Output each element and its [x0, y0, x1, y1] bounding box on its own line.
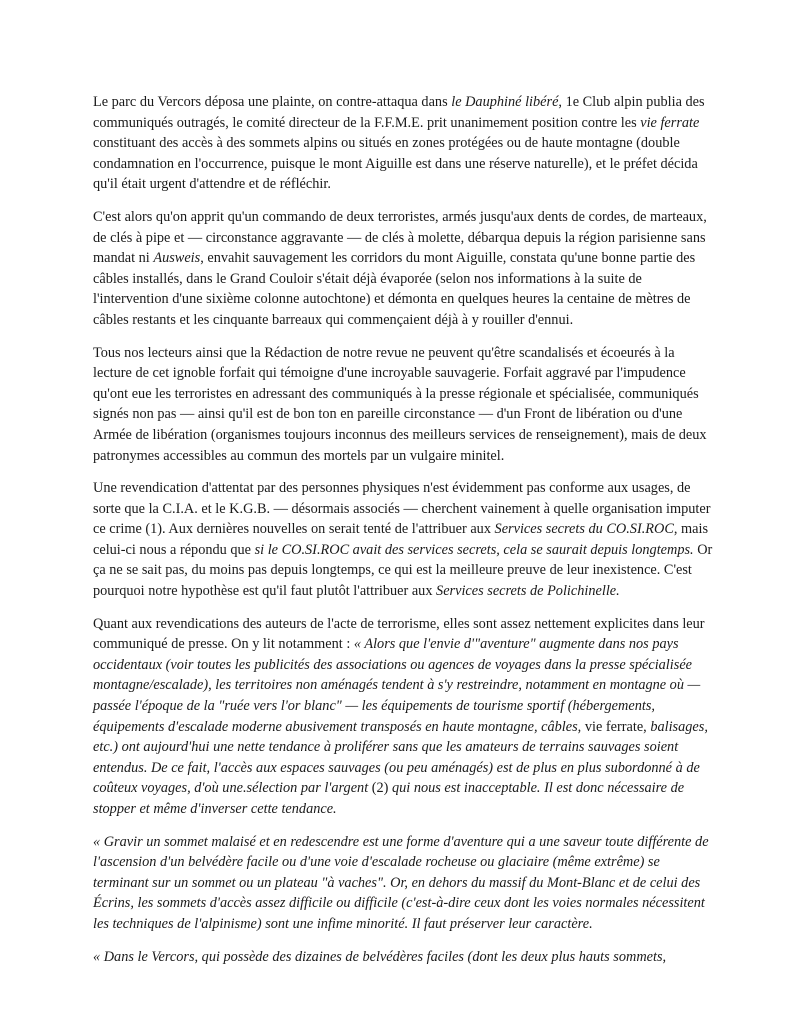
paragraph-2	[93, 207, 713, 331]
paragraph-1	[93, 92, 713, 195]
text-run: , 1e Club alpin publia des communiqués outragés, le comité directeur de la F.F.M.E. prit unanimement position contre les	[93, 94, 705, 131]
text-run: C'est alors qu'on apprit qu'un commando de deux terroristes, armés jusqu'aux dents de cordes, de marteaux, de clés à pipe et — circonstance aggravante — de clés à molette, débarqua depuis la région parisienne sans mandat ni	[93, 208, 707, 267]
text-run-italic: « Gravir un sommet malaisé et en redescendre est une forme d'aventure qui a une saveur toute différente de l'ascension d'un belvédère facile ou d'une voie d'escalade rocheuse ou glaciaire (même extrême) se terminant sur un sommet ou un plateau "à vaches". Or, en dehors du massif du Mont-Blanc et de celui des Écrins, les sommets d'accès assez difficile ou difficile (c'est-à-dire ceux dont les voies normales nécessitent les techniques de l'alpinisme) sont une infime minorité. Il faut préserver leur caractère.	[93, 833, 709, 932]
text-run: , mais celui-ci nous a répondu que	[93, 521, 709, 558]
text-run: Quant aux revendications des auteurs de l'acte de terrorisme, elles sont assez nettement explicites dans leur communiqué de presse. On y lit notamment :	[93, 615, 705, 653]
text-run: Une revendication d'attentat par des personnes physiques n'est évidemment pas conforme aux usages, de sorte que la C.I.A. et le K.G.B. — désormais associés — cherchent vainement à quelle organisation imputer ce crime (1). Aux dernières nouvelles on serait tenté de l'attribuer aux	[93, 480, 711, 538]
text-run: , envahit sauvagement les corridors du mont Aiguille, constata qu'une bonne partie des câbles installés, dans le Grand Couloir s'était déjà évaporée (selon nos informations à la suite de l'intervention d'une sixième colonne autochtone) et démonta en quelques heures la centaine de mètres de câbles restants et les cinquante barreaux qui commençaient déjà à y rouiller d'ennui.	[93, 250, 696, 328]
document-page	[93, 92, 713, 979]
text-run: Le parc du Vercors déposa une plainte, on contre-attaqua dans	[93, 94, 452, 110]
text-run: constituant des accès à des sommets alpins ou situés en zones protégées ou de haute montagne (double condamnation en l'occurrence, puisque le mont Aiguille est dans une réserve naturelle), et le préfet décida qu'il était urgent d'attendre et de réfléchir.	[93, 135, 698, 193]
paragraph-6	[93, 832, 713, 935]
paragraph-3	[93, 343, 713, 467]
text-run-italic: si le CO.SI.ROC avait des services secrets, cela se saurait depuis longtemps.	[254, 541, 694, 558]
text-run: (2)	[368, 780, 392, 797]
paragraph-5	[93, 614, 713, 820]
text-run-italic: « Alors que l'envie d'"aventure" augmente dans nos pays occidentaux (voir toutes les publicités des associations ou agences de voyages dans la presse spécialisée montagne/escalade), les territoires non aménagés tendent à s'y restreindre, notamment en montagne où — passée l'époque de la "ruée vers l'or blanc" — les équipements de tourisme sportif (hébergements, équipements d'escalade moderne abusivement transposés en haute montagne, câbles,	[93, 636, 701, 735]
text-run-italic: Ausweis	[153, 250, 201, 267]
text-run: vie ferrate,	[584, 718, 651, 735]
text-run-italic: « Dans le Vercors, qui possède des dizaines de belvédères faciles (dont les deux plus hauts sommets,	[93, 948, 667, 965]
text-run: Tous nos lecteurs ainsi que la Rédaction de notre revue ne peuvent qu'être scandalisés et écoeurés à la lecture de cet ignoble forfait qui témoigne d'une incroyable sauvagerie. Forfait aggravé par l'impudence qu'ont eue les terroristes en adressant des communiqués à la presse régionale et spécialisée, communiqués signés non pas — ainsi qu'il est de bon ton en pareille circonstance — d'un Front de libération ou d'une Armée de libération (organismes toujours inconnus des meilleurs services de renseignement), mais de deux patronymes accessibles au commun des mortels par un vulgaire minitel.	[93, 344, 707, 464]
text-run-italic: le Dauphiné libéré	[451, 94, 559, 110]
text-run-italic: vie ferrate	[640, 114, 700, 131]
text-run-italic: balisages, etc.) ont aujourd'hui une nette tendance à proliférer sans que les amateurs de terrains sauvages soient entendus. De ce fait, l'accès aux espaces sauvages (ou peu aménagés) est de plus en plus subordonné à de coûteux voyages, d'où une.sélection par l'argent	[93, 718, 708, 797]
paragraph-7	[93, 947, 713, 968]
text-run: Or ça ne se sait pas, du moins pas depuis longtemps, ce qui est la meilleure preuve de leur inexistence. C'est pourquoi notre hypothèse est qu'il faut plutôt l'attribuer aux	[93, 541, 713, 600]
text-run-italic: qui nous est inacceptable. Il est donc nécessaire de stopper et même d'inverser cette tendance.	[93, 780, 685, 817]
text-run-italic: Services secrets du CO.SI.ROC	[494, 521, 674, 538]
paragraph-4	[93, 478, 713, 602]
text-run-italic: Services secrets de Polichinelle.	[436, 583, 620, 600]
